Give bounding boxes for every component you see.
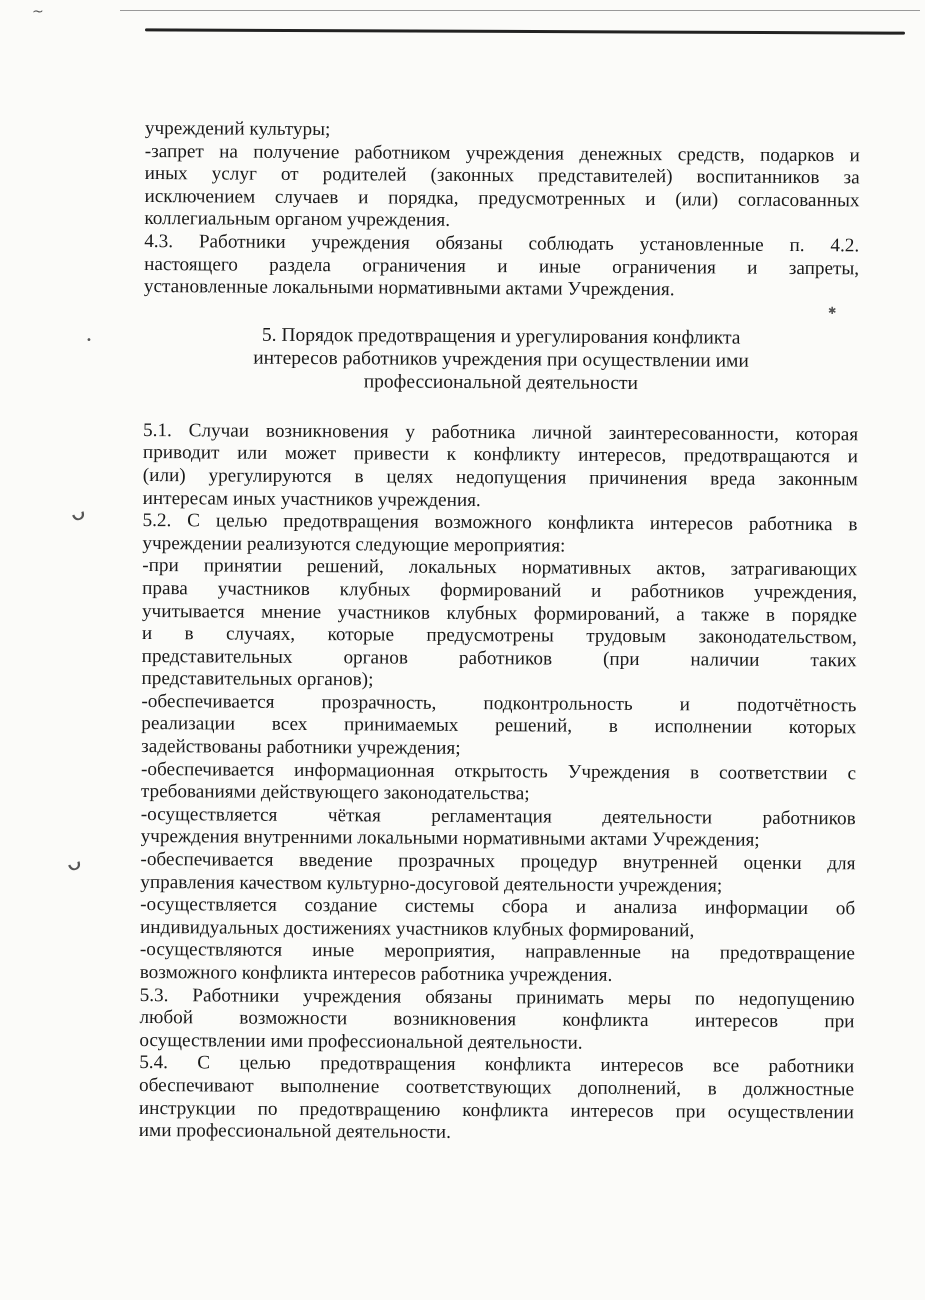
text-line: исключением случаев и порядка, предусмотренных и (или) согласованных [144,185,860,212]
intro-paragraph [144,118,860,235]
text-line: индивидуальных достижениях участников клубных формирований, [139,916,695,942]
text-line: реализации всех принимаемых решений, в исполнении которых [141,713,857,739]
scan-artifact-dot: • [86,335,92,346]
text-line: 5.4. С целью предотвращения конфликта интересов все работники [139,1052,855,1078]
text-line: представительных органов); [141,668,374,691]
text-line: задействованы работники учреждения; [141,736,461,760]
text-line: -запрет на получение работником учреждения денежных средств, подарков и [144,140,860,166]
text-line: (или) урегулируются в целях недопущения причинения вреда законным [142,464,858,491]
text-line: -обеспечивается введение прозрачных процедур внутренней оценки для [140,849,856,875]
text-line: осуществлении ими профессиональной деятельности. [139,1029,583,1054]
margin-tick-mark: ᴗ [61,846,86,878]
text-line: настоящего раздела ограничения и иные ограничения и запреты, [144,253,860,279]
text-line: учреждении реализуются следующие мероприятия: [142,532,566,557]
heading-line: профессиональной деятельности [363,371,639,394]
section-5-heading [143,323,858,396]
text-line: представительных органов работников (при наличии таких [141,645,857,672]
heading-line: интересов работников учреждения при осуществлении ими [253,347,749,372]
text-line: коллегиальным органом учреждения. [144,208,451,232]
text-line: права участников клубных формирований и работников учреждения, [142,577,858,604]
text-line: -осуществляется чёткая регламентация деятельности работников [140,803,856,830]
text-line: учреждения внутренними локальными нормативными актами Учреждения; [140,826,760,852]
scan-artifact-dot: ✱ [828,306,837,317]
text-line: 5.3. Работники учреждения обязаны принимать меры по недопущению [139,984,855,1010]
text-line: 5.2. С целью предотвращения возможного конфликта интересов работника в [142,510,858,536]
text-line: требованиями действующего законодательства; [140,781,530,805]
text-line: -обеспечивается информационная открытость Учреждения в соответствии с [140,758,857,785]
paragraph-5-2 [140,510,858,989]
document-body [139,118,860,1147]
text-line: 5.1. Случаи возникновения у работника личной заинтересованности, которая [143,419,859,446]
scan-edge-line [120,10,920,11]
scan-artifact-mark: ~ [32,4,44,20]
text-line: учитывается мнение участников клубных формирований, а также в порядке [141,600,858,626]
text-line: возможного конфликта интересов работника учреждения. [139,961,613,986]
text-line: учреждений культуры; [144,118,331,141]
paragraph-5-4 [139,1052,855,1147]
paragraph-5-3 [139,985,854,1057]
text-line: инструкции по предотвращению конфликта интересов при осуществлении [138,1097,855,1123]
text-line: и в случаях, которые предусмотрены трудовым законодательством, [141,623,857,649]
margin-tick-mark: ᴗ [65,496,90,528]
paragraph-5-1 [143,420,859,515]
text-line: любой возможности возникновения конфликта интересов при [139,1007,855,1033]
text-line: -при принятии решений, локальных нормативных актов, затрагивающих [142,555,858,581]
text-line: -осуществляются иные мероприятия, направленные на предотвращение [139,939,855,965]
header-rule [145,28,905,34]
text-line: 4.3. Работники учреждения обязаны соблюдать установленные п. 4.2. [144,230,860,257]
text-line: обеспечивают выполнение соответствующих дополнений, в должностные [139,1074,855,1101]
text-line: ими профессиональной деятельности. [138,1120,451,1144]
text-line: установленные локальными нормативными актами Учреждения. [143,276,675,301]
text-line: -обеспечивается прозрачность, подконтрольность и подотчётность [141,690,857,717]
paragraph-4-3 [144,231,859,303]
text-line: иных услуг от родителей (законных представителей) воспитанников за [144,163,860,189]
text-line: -осуществляется создание системы сбора и анализа информации об [140,894,856,920]
heading-line: 5. Порядок предотвращения и урегулирования конфликта [261,324,741,349]
text-line: приводит или может привести к конфликту интересов, предотвращаются и [142,442,859,468]
text-line: управления качеством культурно-досуговой деятельности учреждения; [140,871,723,897]
text-line: интересам иных участников учреждения. [142,487,481,511]
